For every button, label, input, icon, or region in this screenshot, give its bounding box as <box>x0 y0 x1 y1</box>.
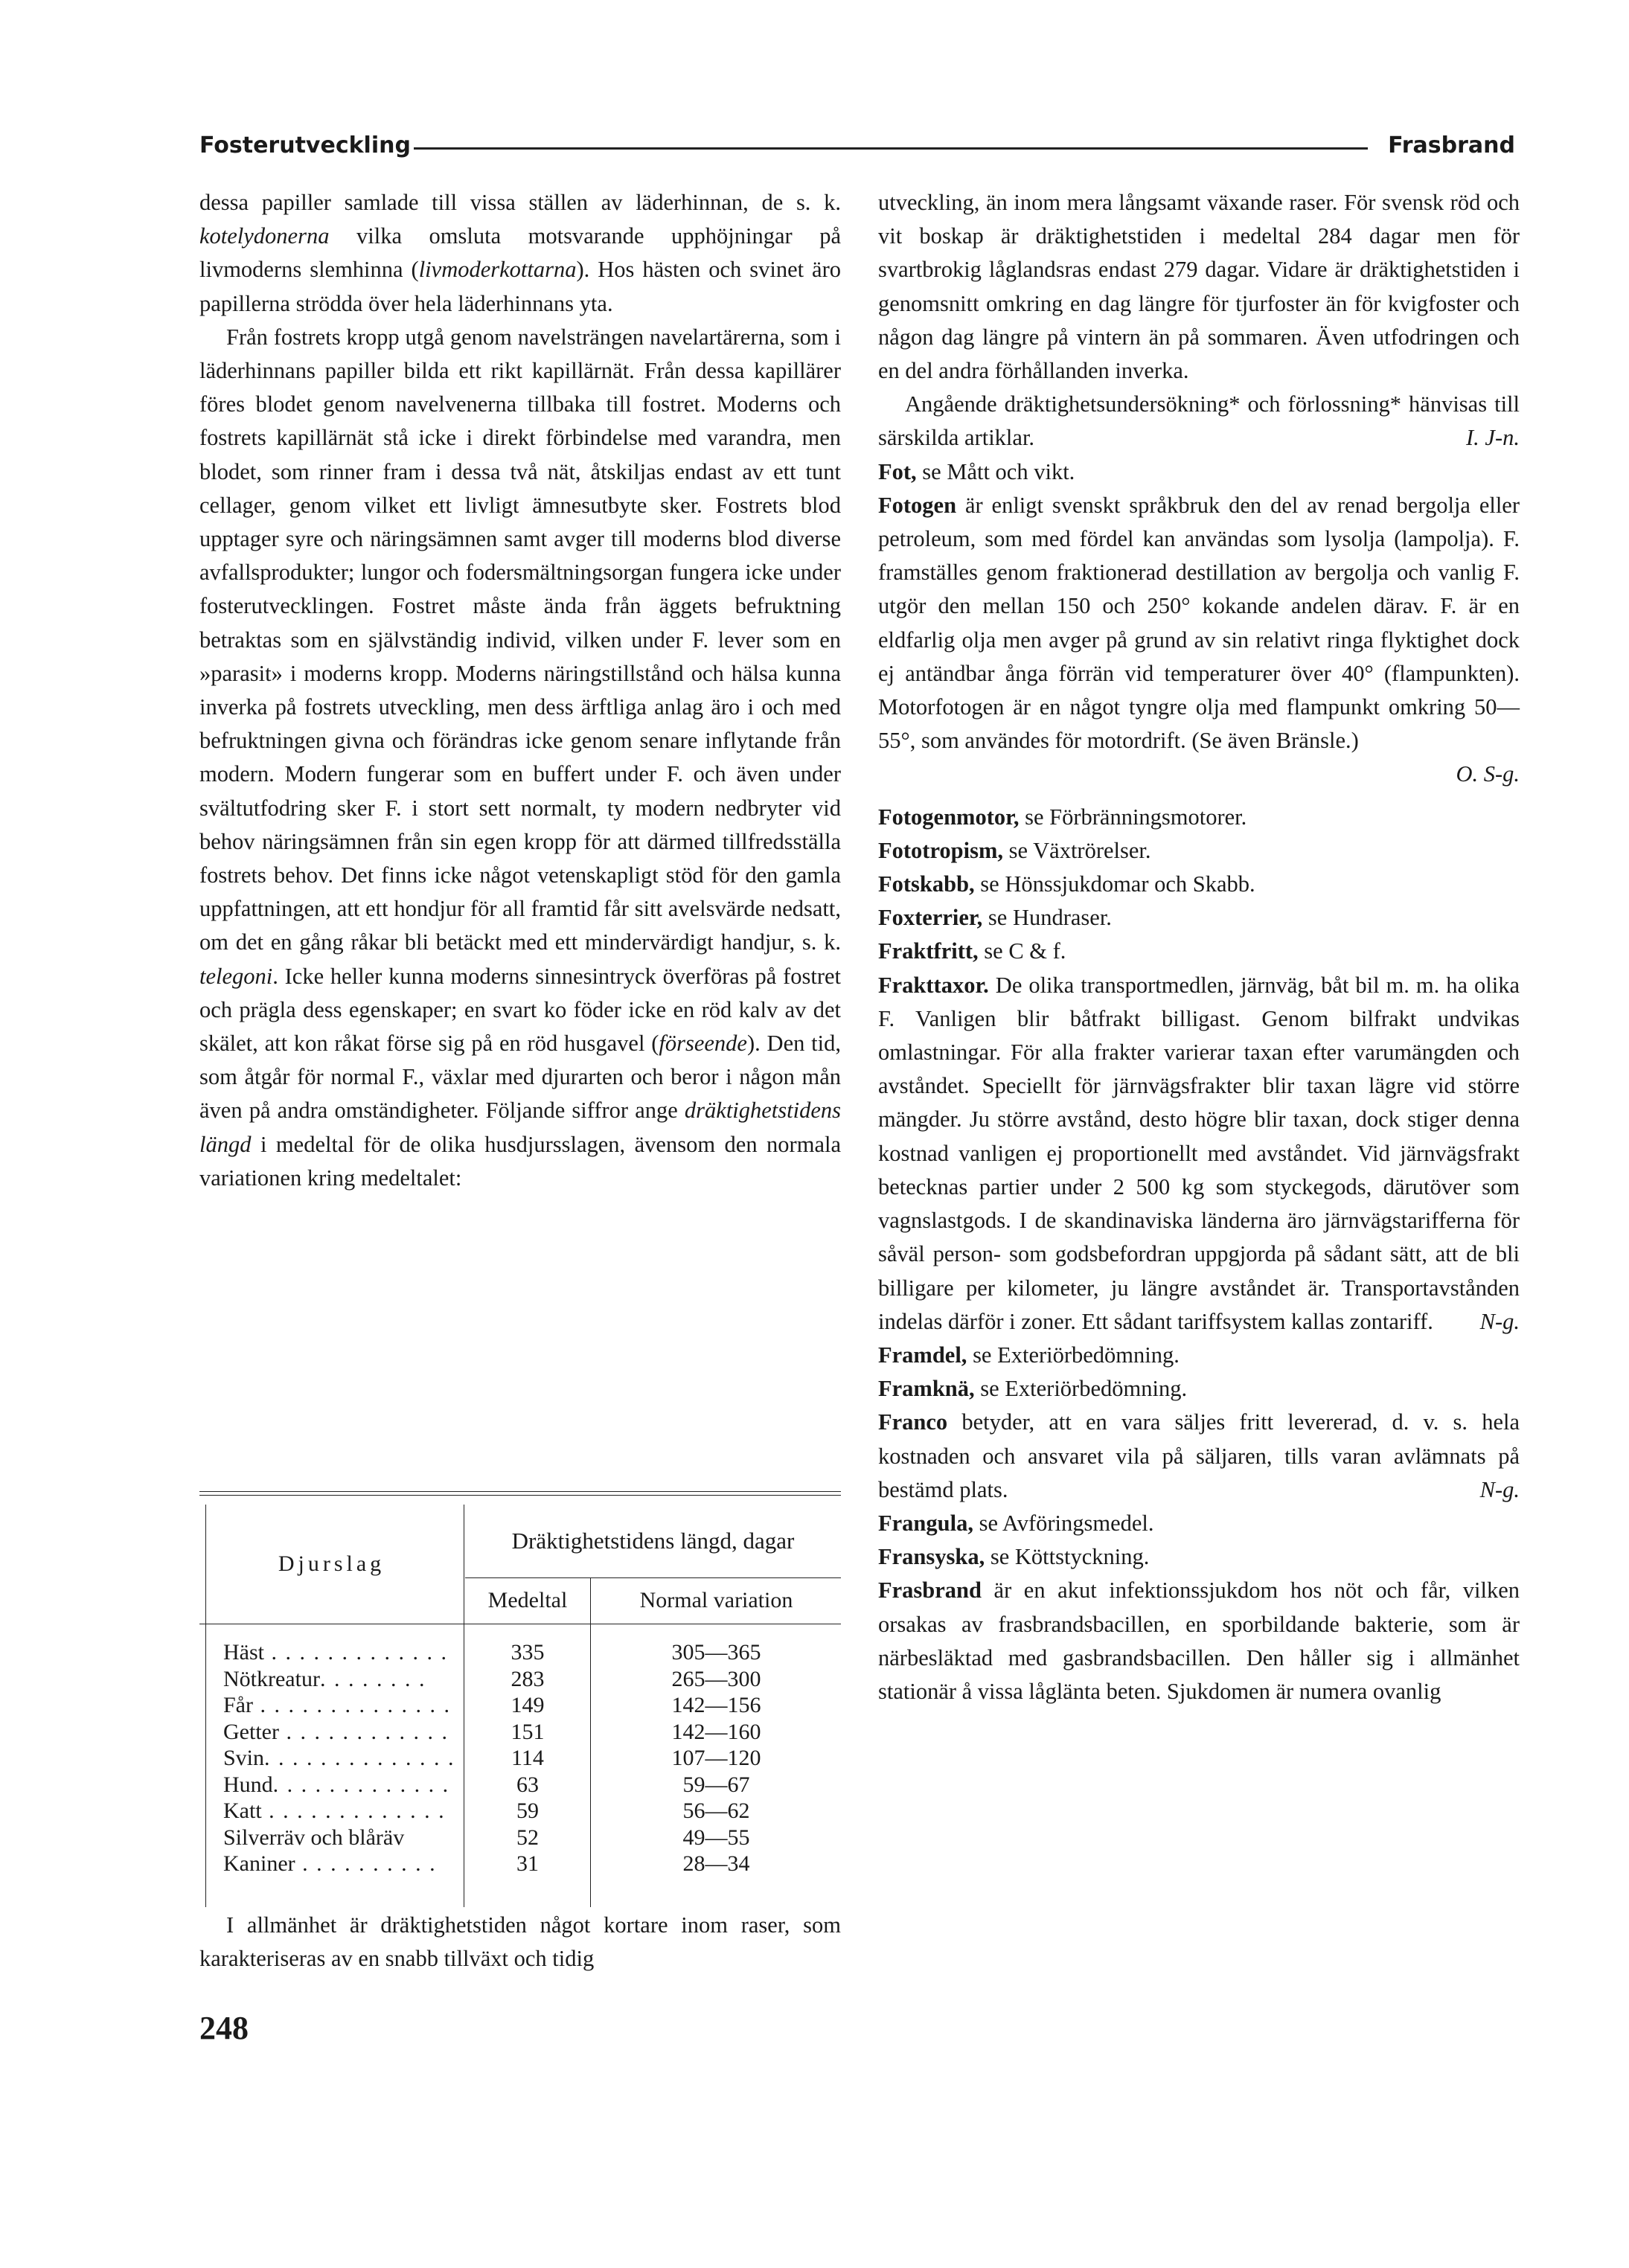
paragraph: I allmänhet är dräktighetstiden något kortare inom raser, som karakteriseras av en snabb tillväxt och tidig <box>199 1912 841 1972</box>
table-left-line <box>205 1505 206 1624</box>
cell-mean: 63 <box>516 1772 539 1797</box>
left-column <box>199 186 841 1195</box>
entry-fot: Fot, se Mått och vikt. <box>878 458 1075 484</box>
cell-variation: 59—67 <box>682 1772 750 1797</box>
entry: Framknä, se Exteriörbedömning. <box>878 1376 1188 1402</box>
running-head-rule <box>414 147 1368 150</box>
table-row <box>199 1851 841 1877</box>
cell-mean: 59 <box>516 1798 539 1823</box>
entries-list <box>878 801 1520 969</box>
headword: Fotskabb, <box>878 871 975 897</box>
entry: Frangula, se Avföringsmedel. <box>878 1510 1154 1536</box>
cell-variation: 28—34 <box>682 1851 750 1876</box>
running-head-right: Frasbrand <box>1388 132 1515 158</box>
cell-mean: 149 <box>511 1693 545 1717</box>
headword: Frasbrand <box>878 1577 982 1604</box>
cell-variation: 305—365 <box>671 1640 761 1665</box>
headword: Framdel, <box>878 1342 967 1368</box>
author-signature: N-g. <box>1479 1476 1520 1502</box>
table-row <box>199 1692 841 1719</box>
entry-frasbrand: Frasbrand är en akut infektionssjukdom hos nöt och får, vilken orsakas av frasbrandsbacillen, en sporbildande bakterie, som är närbesläktad med gasbrandsbacillen. Den håller sig i allmänhet stationär å vissa låglänta beten. Sjukdomen är numera ovanlig <box>878 1577 1520 1704</box>
cell-variation: 107—120 <box>671 1746 761 1770</box>
cell-mean: 114 <box>511 1746 544 1770</box>
headword: Fotogen <box>878 492 957 518</box>
cell-variation: 142—160 <box>671 1719 761 1744</box>
page-number: 248 <box>199 2010 249 2046</box>
table-row <box>199 1772 841 1798</box>
paragraph: Från fostrets kropp utgå genom navelsträngen navelartärerna, som i läderhinnans papiller bilda ett rikt kapillärnät. Från dessa kapillärer föres blodet genom navelvenerna tillbaka till fostret. Moderns och fostrets kapillärnät stå icke i direkt förbindelse med varandra, men blodet, som rinner fram i dessa två nät, åtskiljas endast av ett tunt cellager, genom vilket ett livligt ämnesutbyte sker. Fostrets blod upptager syre och näringsämnen samt avger till moderns blod diverse avfallsprodukter; lungor och fodersmältningsorgan fungera icke under fosterutvecklingen. Fostret måste ända från äggets befruktning betraktas som en självständig individ, vilken under F. lever som en »parasit» i moderns kropp. Moderns näringstillstånd och hälsa kunna inverka på fostrets utveckling, men dess ärftliga anlag äro i och med befruktningen givna och förändras icke genom senare inflytande från modern. Modern fungerar som en buffert under F. och även under svältutfodring sker F. i stort sett normalt, ty modern nedbryter vid behov näringsämnen från sin egen kropp för att därmed tillfredsställa fostrets behov. Det finns icke något vetenskapligt stöd för den gamla uppfattningen, att ett hondjur för all framtid får sitt avelsvärde nedsatt, om det en gång råkar bli betäckt med ett mindervärdigt handjur, s. k. telegoni. Icke heller kunna moderns sinnesintryck överföras på fostret och prägla dess egenskaper; en svart ko föder icke en röd kalv av det skälet, att kon råkat förse sig på en röd husgavel (förseende). Den tid, som åtgår för normal F., växlar med djurarten och beror i någon mån även på andra omständigheter. Följande siffror ange dräktighetstidens längd i medeltal för de olika husdjursslagen, ävensom den normala variationen kring medeltalet: <box>199 324 841 1191</box>
cell-variation: 142—156 <box>671 1693 761 1717</box>
entry-fotogen: Fotogen är enligt svenskt språkbruk den del av renad bergolja eller petroleum, som med fördel kan användas som lysolja (lampolja). F. framställes genom fraktionerad destillation av bergolja och vanlig F. utgör den mellan 150 och 250° kokande andelen därav. F. är en eldfarlig olja men avger på grund av sin relativt ringa flyktighet dock ej antändbar ånga förrän vid temperaturer över 40° (flampunkten). Motorfotogen är en något tyngre olja med flampunkt omkring 50—55°, som användes för motordrift. (Se även Bränsle.) <box>878 492 1520 754</box>
cell-animal: Katt . . . . . . . . . . . . . <box>223 1798 446 1823</box>
cell-mean: 151 <box>511 1719 545 1744</box>
entry-frakttaxor: Frakttaxor. De olika transportmedlen, järnväg, båt bil m. m. ha olika F. Vanligen blir båtfrakt billigast. Genom bilfrakt undvikas omlastningar. För alla frakter varierar taxan efter varumängden och avståndet. Speciellt för järnvägsfrakter blir taxan lägre vid större mängder. Ju större avstånd, desto högre blir taxan, dock stiger denna kostnad vanligen ej proportionellt med avståndet. Vid järnvägsfrakt betecknas partier under 2 500 kg som styckegods, därutöver som vagnslastgods. I de skandinaviska länderna äro järnvägstarifferna för såväl person- som godsbefordran uppgjorda på sådant sätt, att de bli billigare per kilometer, ju längre avståndet är. Transportavstånden indelas därför i zoner. Ett sådant tariffsystem kallas zontariff. N-g. <box>878 969 1520 1339</box>
entry: Fotogenmotor, se Förbränningsmotorer. <box>878 804 1247 830</box>
column-header-group: Dräktighetstidens längd, dagar <box>465 1505 841 1578</box>
cell-variation: 56—62 <box>682 1798 750 1823</box>
cell-mean: 283 <box>511 1666 545 1691</box>
cell-animal: Nötkreatur. . . . . . . . <box>223 1666 426 1691</box>
author-signature: O. S-g. <box>1456 761 1520 787</box>
cell-variation: 265—300 <box>671 1666 761 1691</box>
entry-franco: Franco betyder, att en vara säljes fritt levererad, d. v. s. hela kostnaden och ansvaret vila på säljaren, tills varan avlämnats på bestämd plats. N-g. <box>878 1406 1520 1507</box>
headword: Fot, <box>878 458 917 484</box>
cell-animal: Får . . . . . . . . . . . . . . <box>223 1693 451 1717</box>
entries-list <box>878 1339 1520 1406</box>
cell-animal: Kaniner . . . . . . . . . . <box>223 1851 437 1876</box>
headword: Fransyska, <box>878 1544 985 1570</box>
right-column <box>878 186 1520 1708</box>
headword: Franco <box>878 1409 948 1435</box>
entries-list <box>878 1507 1520 1574</box>
paragraph: dessa papiller samlade till vissa ställen av läderhinnan, de s. k. kotelydonerna vilka omsluta motsvarande upphöjningar på livmoderns slemhinna (livmoderkottarna). Hos hästen och svinet äro papillerna strödda över hela läderhinnans yta. <box>199 190 841 316</box>
entry: Framdel, se Exteriörbedömning. <box>878 1342 1180 1368</box>
cell-animal: Häst . . . . . . . . . . . . . <box>223 1640 448 1665</box>
cell-variation: 49—55 <box>682 1825 750 1850</box>
headword: Foxterrier, <box>878 905 983 931</box>
headword: Fraktfritt, <box>878 938 979 964</box>
cell-animal: Getter . . . . . . . . . . . . <box>223 1719 449 1744</box>
headword: Fototropism, <box>878 837 1004 863</box>
table-header <box>199 1505 841 1624</box>
table-body <box>199 1624 841 1907</box>
column-header-animal: Djurslag <box>199 1505 464 1624</box>
entry: Foxterrier, se Hundraser. <box>878 905 1112 931</box>
author-signature: I. J-n. <box>1466 425 1520 451</box>
running-head <box>199 126 1515 171</box>
running-head-left: Fosterutveckling <box>199 132 411 158</box>
headword: Frakttaxor. <box>878 972 989 998</box>
entry: Fraktfritt, se C & f. <box>878 938 1066 964</box>
paragraph-after-table <box>199 1909 841 1976</box>
cell-mean: 335 <box>511 1640 545 1665</box>
table-row <box>199 1798 841 1825</box>
table-row <box>199 1666 841 1693</box>
headword: Frangula, <box>878 1510 973 1536</box>
table-top-rule-2 <box>199 1495 841 1496</box>
table-row <box>199 1745 841 1772</box>
table-row <box>199 1719 841 1746</box>
paragraph: utveckling, än inom mera långsamt växande raser. För svensk röd och vit boskap är dräktighetstiden i medeltal 284 dagar men för svartbrokig låglandsras endast 279 dagar. Vidare är dräktighetstiden i genomsnitt omkring en dag längre för tjurfoster än för kvigfoster och någon dag längre på vintern än på sommaren. Även utfodringen och en del andra förhållanden inverka. <box>878 190 1520 384</box>
cell-mean: 52 <box>516 1825 539 1850</box>
entry: Fotskabb, se Hönssjukdomar och Skabb. <box>878 871 1255 897</box>
entry: Fransyska, se Köttstyckning. <box>878 1544 1150 1570</box>
author-signature: N-g. <box>1479 1308 1520 1334</box>
headword: Fotogenmotor, <box>878 804 1020 830</box>
entry: Fototropism, se Växtrörelser. <box>878 837 1151 863</box>
cell-animal: Svin. . . . . . . . . . . . . . <box>223 1746 455 1770</box>
column-header-variation: Normal variation <box>639 1588 793 1612</box>
table-row <box>199 1639 841 1666</box>
cell-animal: Silverräv och blåräv <box>223 1825 405 1850</box>
gestation-table <box>199 1491 841 1907</box>
table-top-rule <box>199 1491 841 1492</box>
column-header-mean: Medeltal <box>465 1577 591 1624</box>
paragraph: Angående dräktighetsundersökning* och förlossning* hänvisas till särskilda artiklar. I. J-n. <box>878 388 1520 455</box>
headword: Framknä, <box>878 1376 975 1402</box>
cell-animal: Hund. . . . . . . . . . . . . <box>223 1772 450 1797</box>
cell-mean: 31 <box>516 1851 539 1876</box>
table-row <box>199 1825 841 1851</box>
